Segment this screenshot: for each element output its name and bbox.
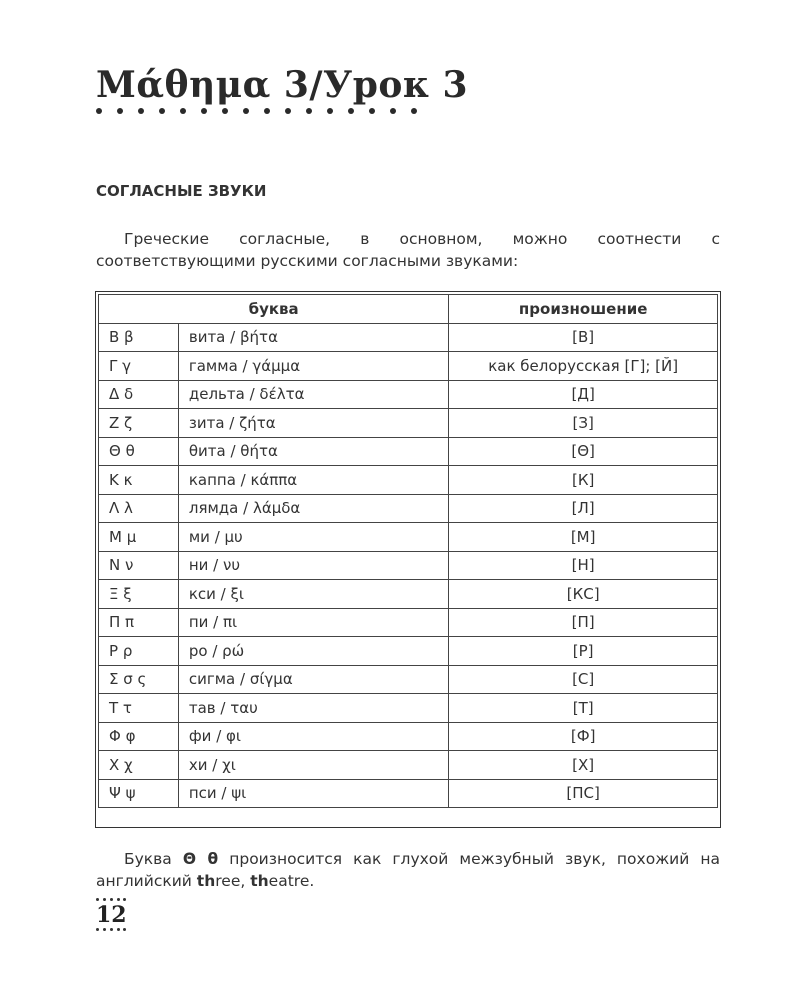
letter-cell: Ρ ρ [99, 637, 179, 666]
pronunciation-cell: как белорусская [Г]; [Й] [449, 352, 718, 381]
name-cell: фи / φι [178, 722, 448, 751]
consonants-table [98, 294, 718, 808]
note-word1-rest: ree, [215, 872, 251, 890]
pronunciation-cell: [П] [449, 608, 718, 637]
table-row [99, 352, 718, 381]
name-cell: каппа / κάππα [178, 466, 448, 495]
pronunciation-cell: [В] [449, 323, 718, 352]
table-row [99, 380, 718, 409]
page-number-dots-top [96, 898, 126, 901]
table-row [99, 694, 718, 723]
note-prefix: Буква [124, 850, 183, 868]
name-cell: зита / ζήτα [178, 409, 448, 438]
pronunciation-cell: [Ф] [449, 722, 718, 751]
header-letter: буква [99, 295, 449, 324]
header-pronunciation: произношение [449, 295, 718, 324]
name-cell: вита / βήτα [178, 323, 448, 352]
table-row [99, 323, 718, 352]
name-cell: θита / θήτα [178, 437, 448, 466]
pronunciation-cell: [З] [449, 409, 718, 438]
table-row [99, 608, 718, 637]
pronunciation-cell: [К] [449, 466, 718, 495]
name-cell: ро / ρώ [178, 637, 448, 666]
note-middle: произносится как глухой межзубный звук, похожий на английский [96, 850, 720, 890]
table-row [99, 409, 718, 438]
pronunciation-cell: [Н] [449, 551, 718, 580]
note-paragraph [96, 848, 720, 892]
table-row [99, 551, 718, 580]
letter-cell: Ψ ψ [99, 779, 179, 808]
letter-cell: Τ τ [99, 694, 179, 723]
letter-cell: Ζ ζ [99, 409, 179, 438]
pronunciation-cell: [С] [449, 665, 718, 694]
table-row [99, 437, 718, 466]
table-header-row [99, 295, 718, 324]
pronunciation-cell: [КС] [449, 580, 718, 609]
name-cell: пи / πι [178, 608, 448, 637]
page-title: Μάθημα 3/Урок 3 [96, 64, 468, 106]
name-cell: гамма / γάμμα [178, 352, 448, 381]
name-cell: хи / χι [178, 751, 448, 780]
pronunciation-cell: [М] [449, 523, 718, 552]
table-row [99, 779, 718, 808]
table-row [99, 637, 718, 666]
table-row [99, 580, 718, 609]
pronunciation-cell: [Д] [449, 380, 718, 409]
pronunciation-cell: [Х] [449, 751, 718, 780]
title-dot-divider [96, 108, 426, 116]
note-word2-rest: eatre. [268, 872, 315, 890]
name-cell: дельта / δέλτα [178, 380, 448, 409]
letter-cell: Β β [99, 323, 179, 352]
letter-cell: Σ σ ς [99, 665, 179, 694]
pronunciation-cell: [Т] [449, 694, 718, 723]
name-cell: сигма / σίγμα [178, 665, 448, 694]
page-number: 12 [96, 902, 127, 928]
letter-cell: Θ θ [99, 437, 179, 466]
table-row [99, 751, 718, 780]
pronunciation-cell: [Р] [449, 637, 718, 666]
table-row [99, 523, 718, 552]
name-cell: лямда / λάμδα [178, 494, 448, 523]
intro-text: Греческие согласные, в основном, можно соотнести с соответствующими русскими согласными звуками: [96, 230, 720, 270]
intro-paragraph [96, 228, 720, 272]
table-row [99, 466, 718, 495]
letter-cell: Φ φ [99, 722, 179, 751]
name-cell: ни / νυ [178, 551, 448, 580]
letter-cell: Ν ν [99, 551, 179, 580]
name-cell: кси / ξι [178, 580, 448, 609]
pronunciation-cell: [Θ] [449, 437, 718, 466]
note-word1-bold: th [196, 872, 216, 890]
letter-cell: Ξ ξ [99, 580, 179, 609]
page-number-dots-bottom [96, 928, 126, 931]
letter-cell: Χ χ [99, 751, 179, 780]
table-row [99, 494, 718, 523]
name-cell: тав / ταυ [178, 694, 448, 723]
section-heading: СОГЛАСНЫЕ ЗВУКИ [96, 182, 267, 200]
pronunciation-cell: [Л] [449, 494, 718, 523]
letter-cell: Δ δ [99, 380, 179, 409]
letter-cell: Μ μ [99, 523, 179, 552]
letter-cell: Κ κ [99, 466, 179, 495]
table-row [99, 722, 718, 751]
note-symbol: Θ θ [182, 850, 219, 868]
letter-cell: Λ λ [99, 494, 179, 523]
name-cell: ми / μυ [178, 523, 448, 552]
letter-cell: Γ γ [99, 352, 179, 381]
pronunciation-cell: [ПС] [449, 779, 718, 808]
name-cell: пси / ψι [178, 779, 448, 808]
letter-cell: Π π [99, 608, 179, 637]
table-row [99, 665, 718, 694]
note-word2-bold: th [250, 872, 269, 890]
